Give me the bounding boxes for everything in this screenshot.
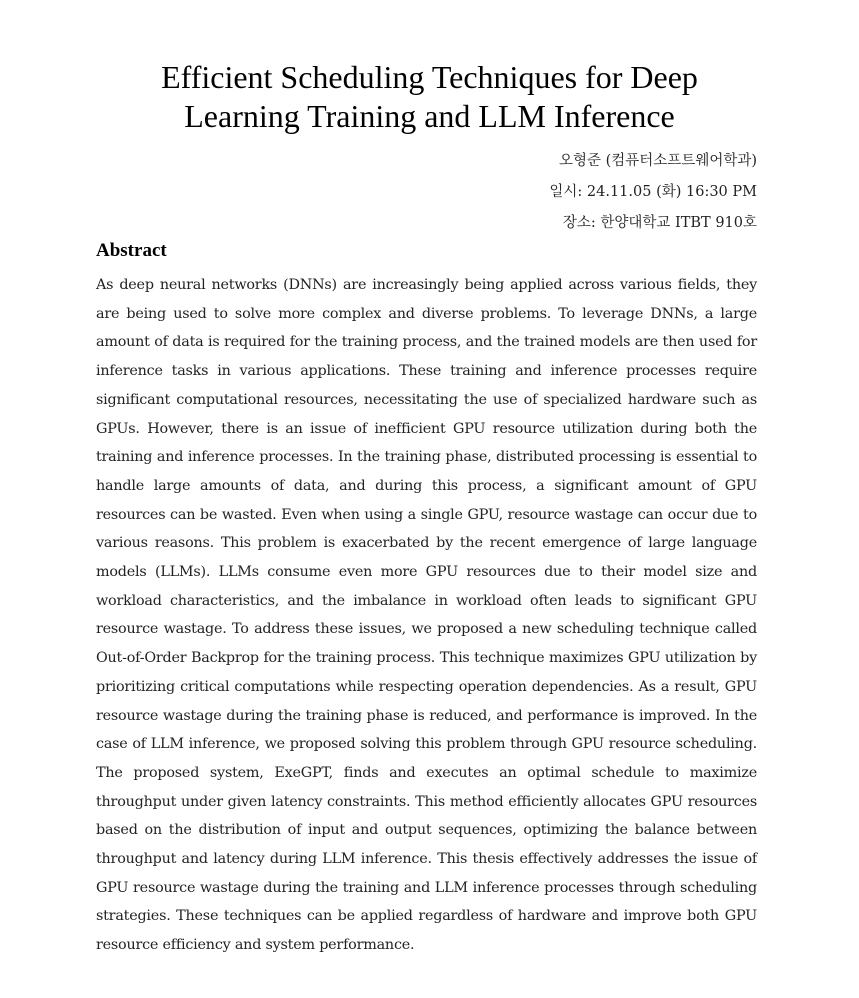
location-line: 장소: 한양대학교 ITBT 910호 [562, 215, 757, 231]
title-line-1: Efficient Scheduling Techniques for Deep [161, 59, 698, 95]
seminar-info [257, 146, 757, 239]
abstract-body: As deep neural networks (DNNs) are increasingly being applied across various fields, they are being used to solve more complex and diverse problems. To leverage DNNs, a large amount of data is required for the training process, and the trained models are then used for inference tasks in various applications. These training and inference processes require significant computational resources, necessitating the use of specialized hardware such as GPUs. However, there is an issue of inefficient GPU resource utilization during both the training and inference processes. In the training phase, distributed processing is essential to handle large amounts of data, and during this process, a significant amount of GPU resources can be wasted. Even when using a single GPU, resource wastage can occur due to various reasons. This problem is exacerbated by the recent emergence of large language models (LLMs). LLMs consume even more GPU resources due to their model size and workload characteristics, and the imbalance in workload often leads to significant GPU resource wastage. To address these issues, we proposed a new scheduling technique called Out-of-Order Backprop for the training process. This technique maximizes GPU utilization by prioritizing critical computations while respecting operation dependencies. As a result, GPU resource wastage during the training phase is reduced, and performance is improved. In the case of LLM inference, we proposed solving this problem through GPU resource scheduling. The proposed system, ExeGPT, finds and executes an optimal schedule to maximize throughput under given latency constraints. This method efficiently allocates GPU resources based on the distribution of input and output sequences, optimizing the balance between throughput and latency during LLM inference. This thesis effectively addresses the issue of GPU resource wastage during the training and LLM inference processes through scheduling strategies. These techniques can be applied regardless of hardware and improve both GPU resource efficiency and system performance. [96, 277, 757, 954]
date-line: 일시: 24.11.05 (화) 16:30 PM [549, 184, 757, 200]
author-line: 오형준 (컴퓨터소프트웨어학과) [558, 153, 757, 169]
title-line-2: Learning Training and LLM Inference [184, 98, 675, 134]
document-title [60, 58, 799, 136]
abstract-heading: Abstract [96, 240, 167, 261]
